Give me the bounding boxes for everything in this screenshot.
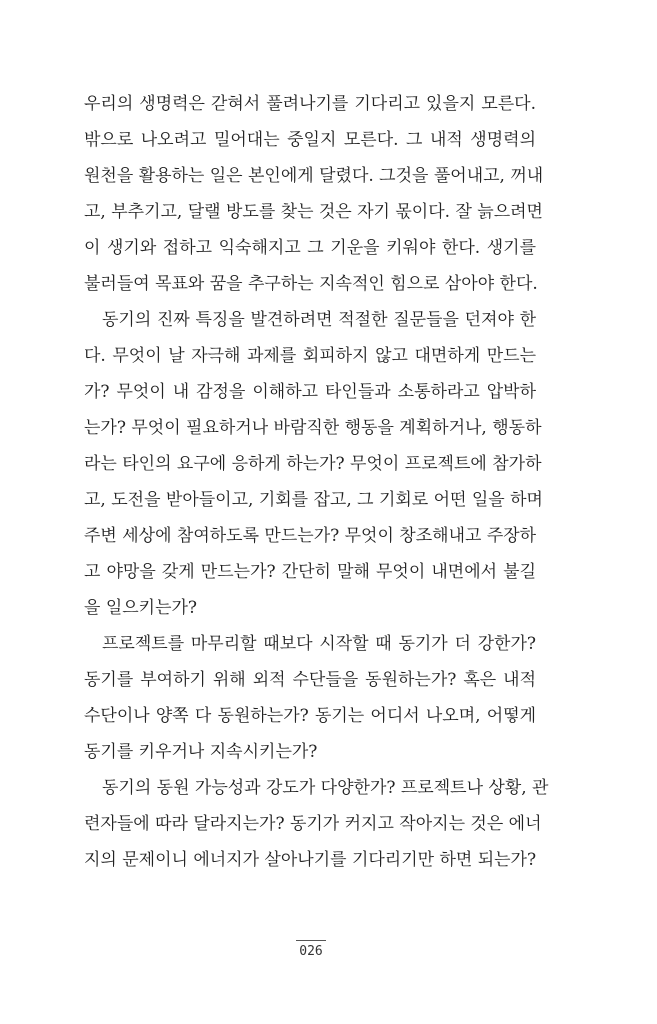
- text-line: 고, 도전을 받아들이고, 기회를 잡고, 그 기회로 어떤 일을 하며: [84, 490, 543, 510]
- text-line: 불러들여 목표와 꿈을 추구하는 지속적인 힘으로 삼아야 한다.: [84, 274, 538, 294]
- text-line: 동기를 키우거나 지속시키는가?: [84, 742, 318, 762]
- text-line: 을 일으키는가?: [84, 598, 198, 618]
- text-line: 다. 무엇이 날 자극해 과제를 회피하지 않고 대면하게 만드는: [84, 346, 536, 366]
- text-line: 우리의 생명력은 갇혀서 풀려나기를 기다리고 있을지 모른다.: [84, 94, 536, 114]
- text-line: 지의 문제이니 에너지가 살아나기를 기다리기만 하면 되는가?: [84, 850, 537, 870]
- text-line: 동기의 동원 가능성과 강도가 다양한가? 프로젝트나 상황, 관: [102, 778, 549, 798]
- paragraph: [84, 626, 536, 770]
- text-line: 프로젝트를 마무리할 때보다 시작할 때 동기가 더 강한가?: [102, 634, 536, 654]
- page-number-rule: [296, 940, 326, 941]
- text-line: 라는 타인의 요구에 응하게 하는가? 무엇이 프로젝트에 참가하: [84, 454, 542, 474]
- text-line: 밖으로 나오려고 밀어대는 중일지 모른다. 그 내적 생명력의: [84, 130, 536, 150]
- text-line: 이 생기와 접하고 익숙해지고 그 기운을 키워야 한다. 생기를: [84, 238, 536, 258]
- text-line: 련자들에 따라 달라지는가? 동기가 커지고 작아지는 것은 에너: [84, 814, 542, 834]
- text-line: 주변 세상에 참여하도록 만드는가? 무엇이 창조해내고 주장하: [84, 526, 537, 546]
- paragraph: [84, 86, 544, 302]
- text-line: 수단이나 양쪽 다 동원하는가? 동기는 어디서 나오며, 어떻게: [84, 706, 536, 726]
- paragraph: [84, 302, 543, 626]
- text-line: 고, 부추기고, 달랠 방도를 찾는 것은 자기 몫이다. 잘 늙으려면: [84, 202, 543, 222]
- text-line: 원천을 활용하는 일은 본인에게 달렸다. 그것을 풀어내고, 꺼내: [84, 166, 544, 186]
- text-line: 고 야망을 갖게 만드는가? 간단히 말해 무엇이 내면에서 불길: [84, 562, 536, 582]
- text-line: 는가? 무엇이 필요하거나 바람직한 행동을 계획하거나, 행동하: [84, 418, 542, 438]
- page-body: [84, 86, 549, 878]
- paragraph: [84, 770, 549, 878]
- page-number: 026: [299, 944, 323, 959]
- text-line: 동기를 부여하기 위해 외적 수단들을 동원하는가? 혹은 내적: [84, 670, 536, 690]
- text-line: 동기의 진짜 특징을 발견하려면 적절한 질문들을 던져야 한: [102, 310, 536, 330]
- text-line: 가? 무엇이 내 감정을 이해하고 타인들과 소통하라고 압박하: [84, 382, 536, 402]
